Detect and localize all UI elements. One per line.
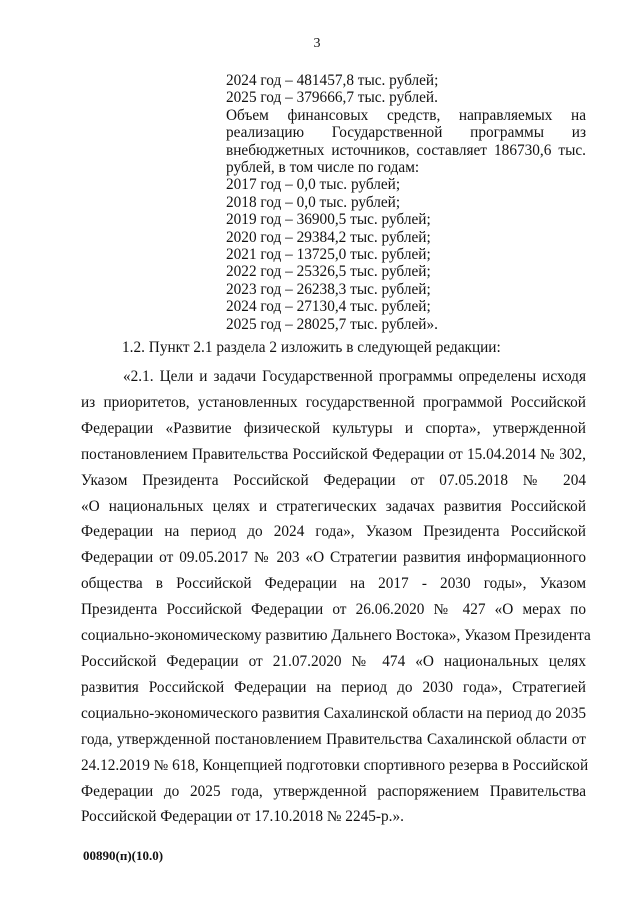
funding-line: 2017 год – 0,0 тыс. рублей; <box>226 176 401 194</box>
funding-text-line: Объем финансовых средств, направляемых на <box>226 106 586 124</box>
paragraph-line: социально-экономического развития Сахалинской области на период до 2035 <box>81 704 586 722</box>
funding-line: 2024 год – 27130,4 тыс. рублей; <box>226 298 431 316</box>
funding-line: 2018 год – 0,0 тыс. рублей; <box>226 193 401 211</box>
paragraph-line: из приоритетов, установленных государственной программой Российской <box>81 393 586 411</box>
paragraph-line: Федерации до 2025 года, утвержденной распоряжением Правительства <box>81 782 586 800</box>
paragraph-line: Президента Российской Федерации от 26.06.2020 № 427 «О мерах по <box>81 601 586 619</box>
funding-line: 2020 год – 29384,2 тыс. рублей; <box>226 228 431 246</box>
paragraph-line: развития Российской Федерации на период до 2030 года», Стратегией <box>81 678 586 696</box>
paragraph-line: 24.12.2019 № 618, Концепцией подготовки спортивного резерва в Российской <box>81 756 589 774</box>
funding-block <box>226 72 586 333</box>
funding-line: 2019 год – 36900,5 тыс. рублей; <box>226 211 431 229</box>
paragraph-line: года, утвержденной постановлением Правительства Сахалинской области от <box>81 730 586 748</box>
funding-line: 2023 год – 26238,3 тыс. рублей; <box>226 280 431 298</box>
paragraph-line: Федерации «Развитие физической культуры и спорта», утвержденной <box>81 419 586 437</box>
paragraph-line: Российской Федерации от 21.07.2020 № 474 «О национальных целях <box>81 652 586 670</box>
funding-line: 2021 год – 13725,0 тыс. рублей; <box>226 246 431 264</box>
paragraph-line: Указом Президента Российской Федерации от 07.05.2018 № 204 <box>81 471 586 489</box>
paragraph-line: Федерации от 09.05.2017 № 203 «О Стратегии развития информационного <box>81 549 586 567</box>
paragraph-line: общества в Российской Федерации на 2017 - 2030 годы», Указом <box>81 575 586 593</box>
funding-line: 2022 год – 25326,5 тыс. рублей; <box>226 263 431 281</box>
paragraph-line: постановлением Правительства Российской Федерации от 15.04.2014 № 302, <box>81 445 586 463</box>
paragraph-line: Федерации на период до 2024 года», Указом Президента Российской <box>81 523 586 541</box>
quoted-paragraph <box>81 364 591 830</box>
paragraph-line: Российской Федерации от 17.10.2018 № 2245-р.». <box>81 808 404 826</box>
funding-text-line: реализацию Государственной программы из <box>226 124 586 142</box>
item-heading: 1.2. Пункт 2.1 раздела 2 изложить в следующей редакции: <box>122 339 501 356</box>
paragraph-line: «О национальных целях и стратегических задачах развития Российской <box>81 497 586 515</box>
document-code: 00890(п)(10.0) <box>83 848 164 863</box>
funding-line: рублей, в том числе по годам: <box>226 159 420 177</box>
paragraph-line: социально-экономическому развитию Дальнего Востока», Указом Президента <box>81 627 591 645</box>
paragraph-line: «2.1. Цели и задачи Государственной программы определены исходя <box>123 368 586 385</box>
funding-line: 2024 год – 481457,8 тыс. рублей; <box>226 72 439 89</box>
funding-text-line: внебюджетных источников, составляет 186730,6 тыс. <box>226 141 586 159</box>
funding-line: 2025 год – 379666,7 тыс. рублей. <box>226 89 438 107</box>
page-number: 3 <box>313 36 321 51</box>
funding-line: 2025 год – 28025,7 тыс. рублей». <box>226 315 438 333</box>
